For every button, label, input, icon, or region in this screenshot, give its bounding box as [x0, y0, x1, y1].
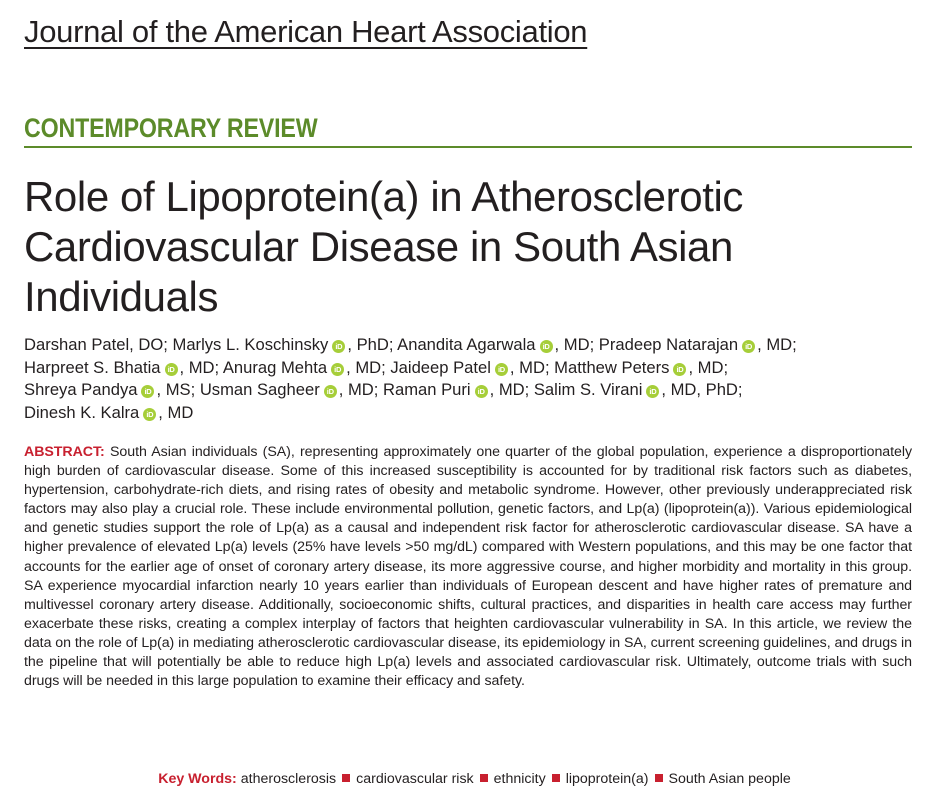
- author-degree: , MD: [158, 402, 194, 422]
- author-name: Harpreet S. Bhatia: [24, 357, 161, 377]
- author-name: Salim S. Virani: [533, 380, 643, 399]
- author: [390, 358, 554, 377]
- keyword-separator-icon: [480, 774, 488, 782]
- author-degree: , PhD;: [347, 335, 398, 354]
- journal-name[interactable]: Journal of the American Heart Association: [24, 14, 588, 49]
- author-name: Usman Sagheer: [199, 380, 320, 399]
- author-degree: , MD;: [509, 357, 555, 377]
- orcid-icon[interactable]: iD: [165, 363, 178, 376]
- author: [173, 335, 398, 354]
- keywords-label: Key Words:: [158, 771, 237, 787]
- abstract-label: ABSTRACT:: [24, 444, 105, 460]
- author-name: Darshan Patel: [24, 335, 130, 354]
- orcid-icon[interactable]: iD: [540, 340, 553, 353]
- section-header: [24, 113, 912, 148]
- author: [24, 335, 173, 354]
- author-name: Matthew Peters: [554, 357, 670, 377]
- author-name: Marlys L. Koschinsky: [172, 335, 329, 354]
- keyword: South Asian people: [668, 771, 791, 787]
- author-name: Raman Puri: [382, 380, 471, 399]
- keyword: ethnicity: [493, 771, 546, 787]
- author-line: [24, 334, 924, 357]
- author: [599, 335, 797, 354]
- keywords: [0, 771, 949, 787]
- keyword-separator-icon: [655, 774, 663, 782]
- author: [24, 380, 200, 399]
- keyword: cardiovascular risk: [356, 771, 474, 787]
- author-line: [24, 357, 924, 380]
- author-degree: , MD;: [179, 357, 223, 377]
- article-title: [24, 172, 924, 322]
- author-degree: , DO;: [129, 335, 173, 354]
- author: [200, 380, 383, 399]
- author-degree: , MD;: [757, 335, 797, 354]
- author-name: Pradeep Natarajan: [598, 335, 739, 354]
- keyword-separator-icon: [552, 774, 560, 782]
- author-degree: , MD;: [346, 357, 391, 377]
- orcid-icon[interactable]: iD: [331, 363, 344, 376]
- author: [554, 358, 728, 377]
- keyword: lipoprotein(a): [565, 771, 649, 787]
- orcid-icon[interactable]: iD: [673, 363, 686, 376]
- author: [223, 358, 391, 377]
- title-line: Cardiovascular Disease in South Asian: [24, 223, 733, 270]
- orcid-icon[interactable]: iD: [495, 363, 508, 376]
- orcid-icon[interactable]: iD: [143, 408, 156, 421]
- abstract: [24, 443, 912, 691]
- author-name: Jaideep Patel: [390, 357, 491, 377]
- title-line: Individuals: [24, 273, 219, 320]
- author-degree: , MD;: [688, 357, 729, 377]
- orcid-icon[interactable]: iD: [475, 385, 488, 398]
- author-line: [24, 402, 924, 425]
- orcid-icon[interactable]: iD: [742, 340, 755, 353]
- author-name: Anurag Mehta: [222, 357, 328, 377]
- author-degree: , MS;: [156, 380, 200, 399]
- author: [397, 335, 599, 354]
- author-line: [24, 379, 924, 402]
- author: [383, 380, 534, 399]
- orcid-icon[interactable]: iD: [324, 385, 337, 398]
- author-name: Shreya Pandya: [24, 380, 138, 399]
- orcid-icon[interactable]: iD: [332, 340, 345, 353]
- title-line: Role of Lipoprotein(a) in Atherosclerotic: [24, 173, 743, 220]
- orcid-icon[interactable]: iD: [646, 385, 659, 398]
- author-degree: , MD, PhD;: [661, 380, 743, 399]
- author-degree: , MD;: [489, 380, 534, 399]
- author-list: [24, 334, 924, 424]
- section-label: CONTEMPORARY REVIEW: [24, 113, 318, 143]
- orcid-icon[interactable]: iD: [141, 385, 154, 398]
- author: [24, 358, 223, 377]
- author: [24, 403, 193, 422]
- author-degree: , MD;: [338, 380, 383, 399]
- abstract-text: South Asian individuals (SA), representing approximately one quarter of the global population, experience a disproportionately high burden of cardiovascular disease. Some of this increased susceptibility is accounted for by traditional risk factors such as diabetes, hypertension, carbohydrate-rich diets, and rising rates of obesity and metabolic syndrome. However, other previously underappreciated risk factors may also play a crucial role. These include environmental pollution, genetic factors, and Lp(a) (lipoprotein(a)). Various epidemiological and genetic studies support the role of Lp(a) as a causal and independent risk factor for atherosclerotic cardiovascular disease. SA have a higher prevalence of elevated Lp(a) levels (25% have levels >50 mg/dL) compared with Western populations, and this may be one factor that accounts for the earlier age of onset of coronary artery disease, its more aggressive course, and higher morbidity and mortality in this group. SA experience myocardial infarction nearly 10 years earlier than individuals of European descent and have higher rates of premature and multivessel coronary artery disease. Additionally, socioeconomic shifts, cultural practices, and disparities in health care access may further exacerbate these risks, creating a complex interplay of factors that heighten cardiovascular vulnerability in SA. In this article, we review the data on the role of Lp(a) in mediating atherosclerotic cardiovascular disease, its epidemiology in SA, current screening guidelines, and drugs in the pipeline that will potentially be able to reduce high Lp(a) levels and associated cardiovascular risk. Ultimately, outcome trials with such drugs will be needed in this large population to examine their efficacy and safety.: [24, 444, 912, 690]
- keyword: atherosclerosis: [240, 771, 337, 787]
- keyword-separator-icon: [342, 774, 350, 782]
- author: [534, 380, 743, 399]
- author-name: Dinesh K. Kalra: [24, 402, 140, 422]
- author-degree: , MD;: [554, 335, 599, 354]
- author-name: Anandita Agarwala: [397, 335, 536, 354]
